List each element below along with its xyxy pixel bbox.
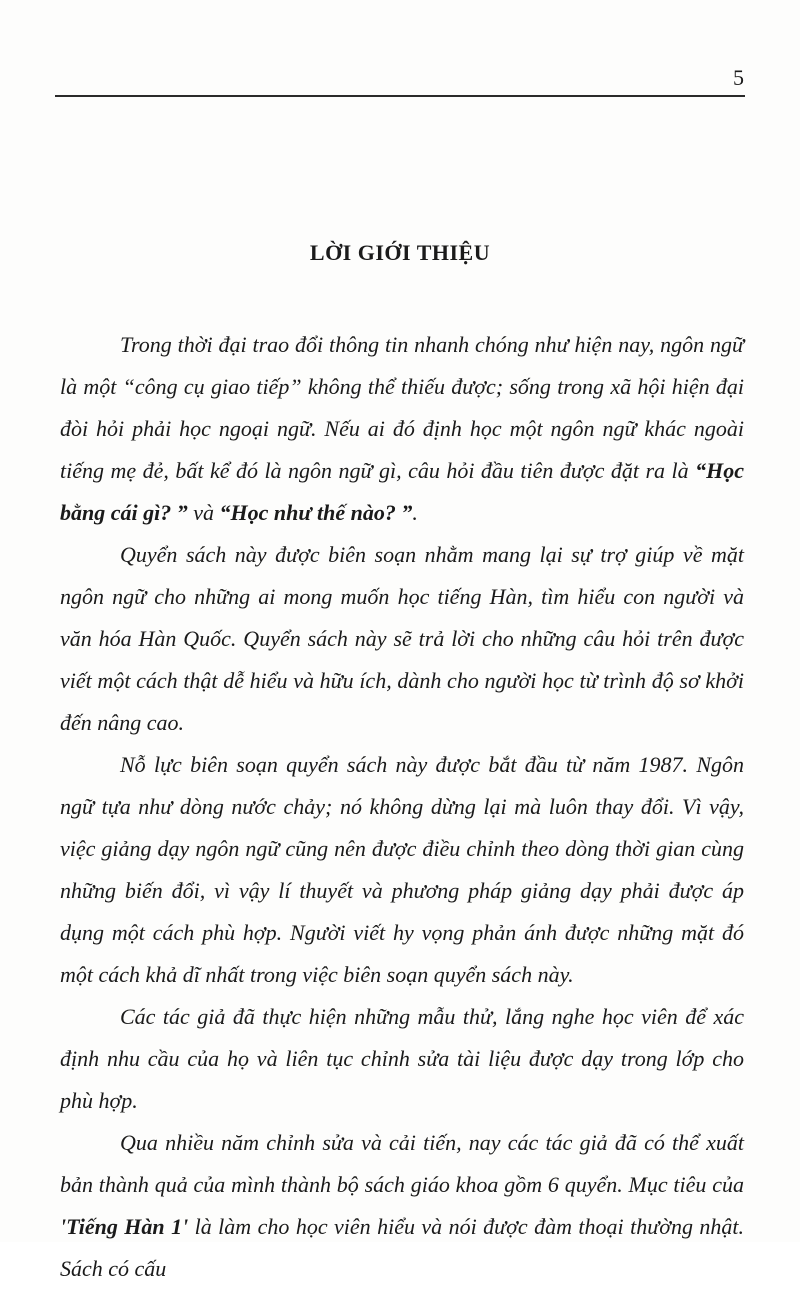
paragraph-text: Các tác giả đã thực hiện những mẫu thử, lắng nghe học viên để xác định nhu cầu của họ và liên tục chỉnh sửa tài liệu được dạy trong lớp cho phù hợp.: [60, 1004, 744, 1113]
section-heading: LỜI GIỚI THIỆU: [309, 240, 491, 265]
bold-phrase: “Học như thế nào? ”: [219, 500, 413, 525]
paragraph-text: Trong thời đại trao đổi thông tin nhanh chóng như hiện nay, ngôn ngữ là một “công cụ giao tiếp” không thể thiếu được; sống trong xã hội hiện đại đòi hỏi phải học ngoại ngữ. Nếu ai đó định học một ngôn ngữ khác ngoài tiếng mẹ đẻ, bất kể đó là ngôn ngữ gì, câu hỏi đầu tiên được đặt ra là: [60, 332, 744, 483]
page-number: 5: [733, 65, 744, 90]
paragraph: [60, 324, 744, 534]
header-rule: [55, 95, 745, 97]
paragraph-text: Nỗ lực biên soạn quyển sách này được bắt đầu từ năm 1987. Ngôn ngữ tựa như dòng nước chảy; nó không dừng lại mà luôn thay đổi. Vì vậy, việc giảng dạy ngôn ngữ cũng nên được điều chỉnh theo dòng thời gian cùng những biến đổi, vì vậy lí thuyết và phương pháp giảng dạy phải được áp dụng một cách phù hợp. Người viết hy vọng phản ánh được những mặt đó một cách khả dĩ nhất trong việc biên soạn quyển sách này.: [60, 752, 744, 987]
paragraph: [60, 1122, 744, 1290]
bold-phrase: “Học bằng cái gì? ”: [60, 458, 744, 525]
body-text: [60, 324, 744, 1290]
paragraph-text: là làm cho học viên hiểu và nói được đàm thoại thường nhật. Sách có cấu: [60, 1214, 744, 1281]
bold-phrase: 'Tiếng Hàn 1': [60, 1214, 189, 1239]
paragraph: [60, 534, 744, 744]
paragraph-text: .: [412, 500, 418, 525]
paragraph-text: Quyển sách này được biên soạn nhằm mang lại sự trợ giúp về mặt ngôn ngữ cho những ai mong muốn học tiếng Hàn, tìm hiểu con người và văn hóa Hàn Quốc. Quyển sách này sẽ trả lời cho những câu hỏi trên được viết một cách thật dễ hiểu và hữu ích, dành cho người học từ trình độ sơ khởi đến nâng cao.: [60, 542, 744, 735]
paragraph: [60, 996, 744, 1122]
paragraph: [60, 744, 744, 996]
paragraph-text: Qua nhiều năm chỉnh sửa và cải tiến, nay các tác giả đã có thể xuất bản thành quả của mình thành bộ sách giáo khoa gồm 6 quyển. Mục tiêu của: [60, 1130, 744, 1197]
paragraph-text: và: [187, 500, 220, 525]
